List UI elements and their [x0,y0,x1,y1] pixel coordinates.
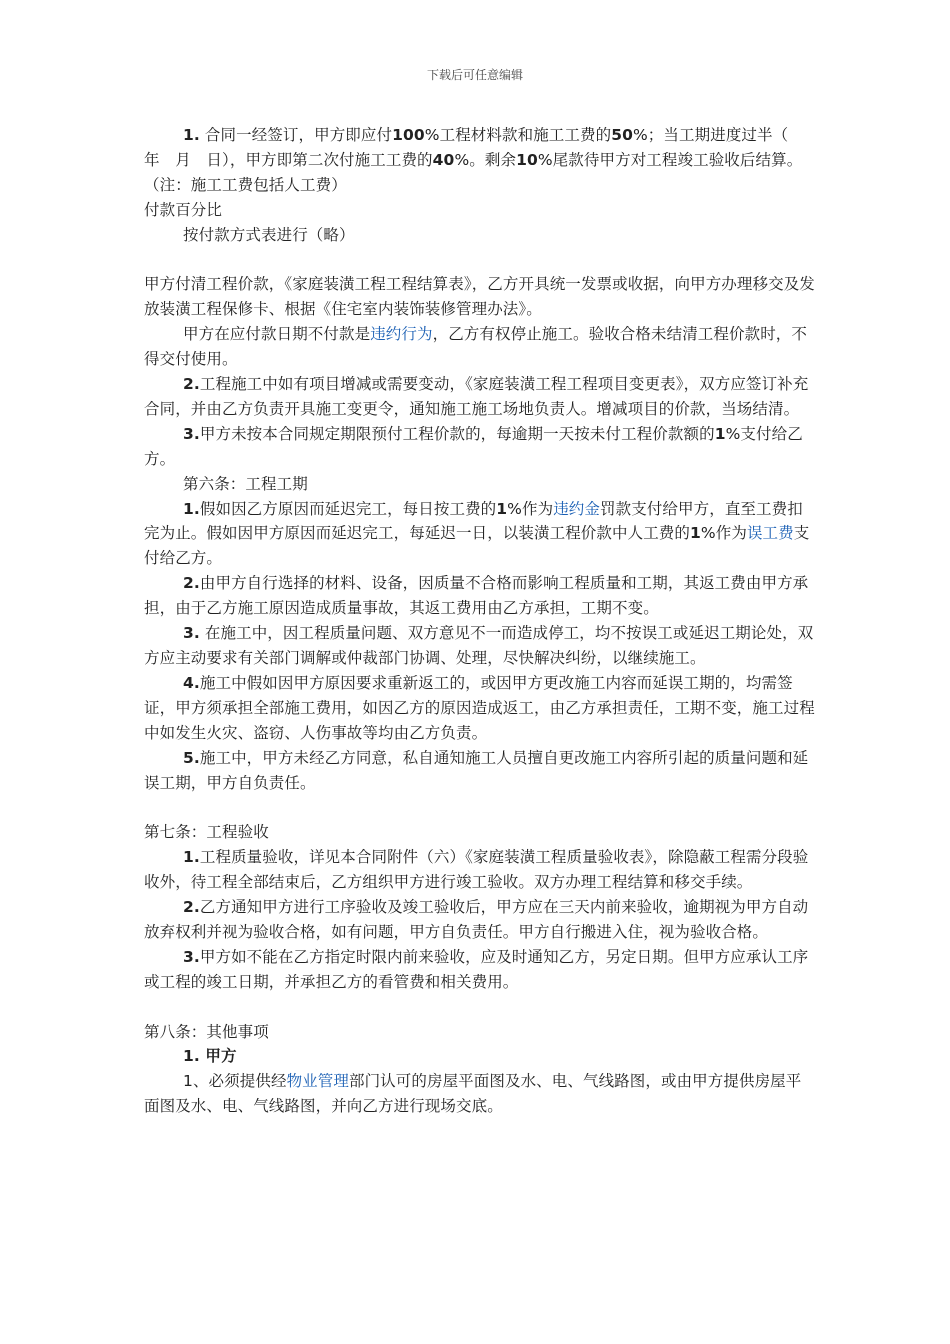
rework-paragraph: 4.施工中假如因甲方原因要求重新返工的，或因甲方更改施工内容而延误工期的，均需签证，甲方须承担全部施工费用，如因乙方的原因造成返工，由乙方承担责任，工期不变，施工过程中如发生火灾、盗窃、人伤事故等均由乙方负责。 [144,673,815,742]
clause-number: 1. [183,1047,200,1066]
delay-penalty-paragraph: 1.假如因乙方原因而延迟完工，每日按工费的1%作为违约金罚款支付给甲方，直至工费扣完为止。假如因甲方原因而延迟完工，每延迟一日，以装潢工程价款中人工费的1%作为误工费支付给乙方。 [144,499,810,568]
payment-percentage-label: 付款百分比 [144,200,223,219]
acceptance-delay-paragraph: 3.甲方如不能在乙方指定时限内前来验收，应及时通知乙方，另定日期。但甲方应承认工序或工程的竣工日期，并承担乙方的看管费和相关费用。 [144,947,809,991]
section-heading-other: 第八条：其他事项 [144,1022,269,1041]
clause-number: 4. [183,673,200,692]
clause-number: 2. [183,898,200,917]
change-order-paragraph: 2.工程施工中如有项目增减或需要变动，《家庭装潢工程工程项目变更表》，双方应签订补充合同，并由乙方负责开具施工变更令，通知施工施工场地负责人。增减项目的价款，当场结清。 [144,375,809,418]
payment-method-note: 按付款方式表进行（略） [183,225,355,244]
property-management-link[interactable]: 物业管理 [286,1072,349,1091]
clause-number: 3. [183,947,200,966]
floor-plan-paragraph: 1、必须提供经物业管理部门认可的房屋平面图及水、电、气线路图，或由甲方提供房屋平面图及水、电、气线路图，并向乙方进行现场交底。 [144,1072,802,1116]
spacer [144,795,816,820]
clause-number: 2. [183,375,200,394]
section-heading-schedule: 第六条：工程工期 [183,474,308,493]
clause-number: 1. [183,126,200,144]
page-header-note: 下载后可任意编辑 [426,68,523,82]
penalty-link[interactable]: 违约金 [553,499,601,518]
clause-number: 3. [183,424,200,443]
clause-number: 3. [183,624,200,643]
late-payment-paragraph: 甲方在应付款日期不付款是违约行为，乙方有权停止施工。验收合格未结清工程价款时，不得交付使用。 [144,325,808,369]
dispute-paragraph: 3. 在施工中，因工程质量问题、双方意见不一而造成停工，均不按误工或延迟工期论处，双方应主动要求有关部门调解或仲裁部门协调、处理，尽快解决纠纷，以继续施工。 [144,624,814,668]
clause-number: 1. [183,848,200,867]
delay-fee-link[interactable]: 误工费 [746,524,794,543]
material-quality-paragraph: 2.由甲方自行选择的材料、设备，因质量不合格而影响工程质量和工期，其返工费由甲方承担，由于乙方施工原因造成质量事故，其返工费用由乙方承担，工期不变。 [144,574,809,618]
settlement-paragraph: 甲方付清工程价款，《家庭装潢工程工程结算表》，乙方开具统一发票或收据，向甲方办理移交及发放装潢工程保修卡、根据《住宅室内装饰装修管理办法》。 [144,275,815,319]
section-heading-acceptance: 第七条：工程验收 [144,823,269,842]
unauthorized-change-paragraph: 5.施工中，甲方未经乙方同意，私自通知施工人员擅自更改施工内容所引起的质量问题和延误工期，甲方自负责任。 [144,748,809,792]
clause-number: 1. [183,499,200,518]
overdue-penalty-paragraph: 3.甲方未按本合同规定期限预付工程价款的，每逾期一天按未付工程价款额的1%支付给乙方。 [144,424,803,468]
breach-link[interactable]: 违约行为 [370,325,433,344]
document-body [144,123,816,1119]
spacer [144,248,816,273]
quality-acceptance-paragraph: 1.工程质量验收，详见本合同附件（六）《家庭装潢工程质量验收表》，除隐蔽工程需分段验收外，待工程全部结束后，乙方组织甲方进行竣工验收。双方办理工程结算和移交手续。 [144,848,809,892]
clause-number: 2. [183,574,200,593]
payment-schedule-paragraph: 1. 合同一经签订，甲方即应付100%工程材料款和施工工费的50%；当工期进度过半（ 年 月 日），甲方即第二次付施工工费的40%。剩余10%尾款待甲方对工程竣工验收后结算。（注：施工工费包括人工费） [144,126,804,194]
party-a-heading: 1. 甲方 [183,1047,237,1066]
acceptance-notice-paragraph: 2.乙方通知甲方进行工序验收及竣工验收后，甲方应在三天内前来验收，逾期视为甲方自动放弃权利并视为验收合格，如有问题，甲方自负责任。甲方自行搬进入住，视为验收合格。 [144,898,809,941]
spacer [144,995,816,1020]
clause-number: 5. [183,748,200,767]
